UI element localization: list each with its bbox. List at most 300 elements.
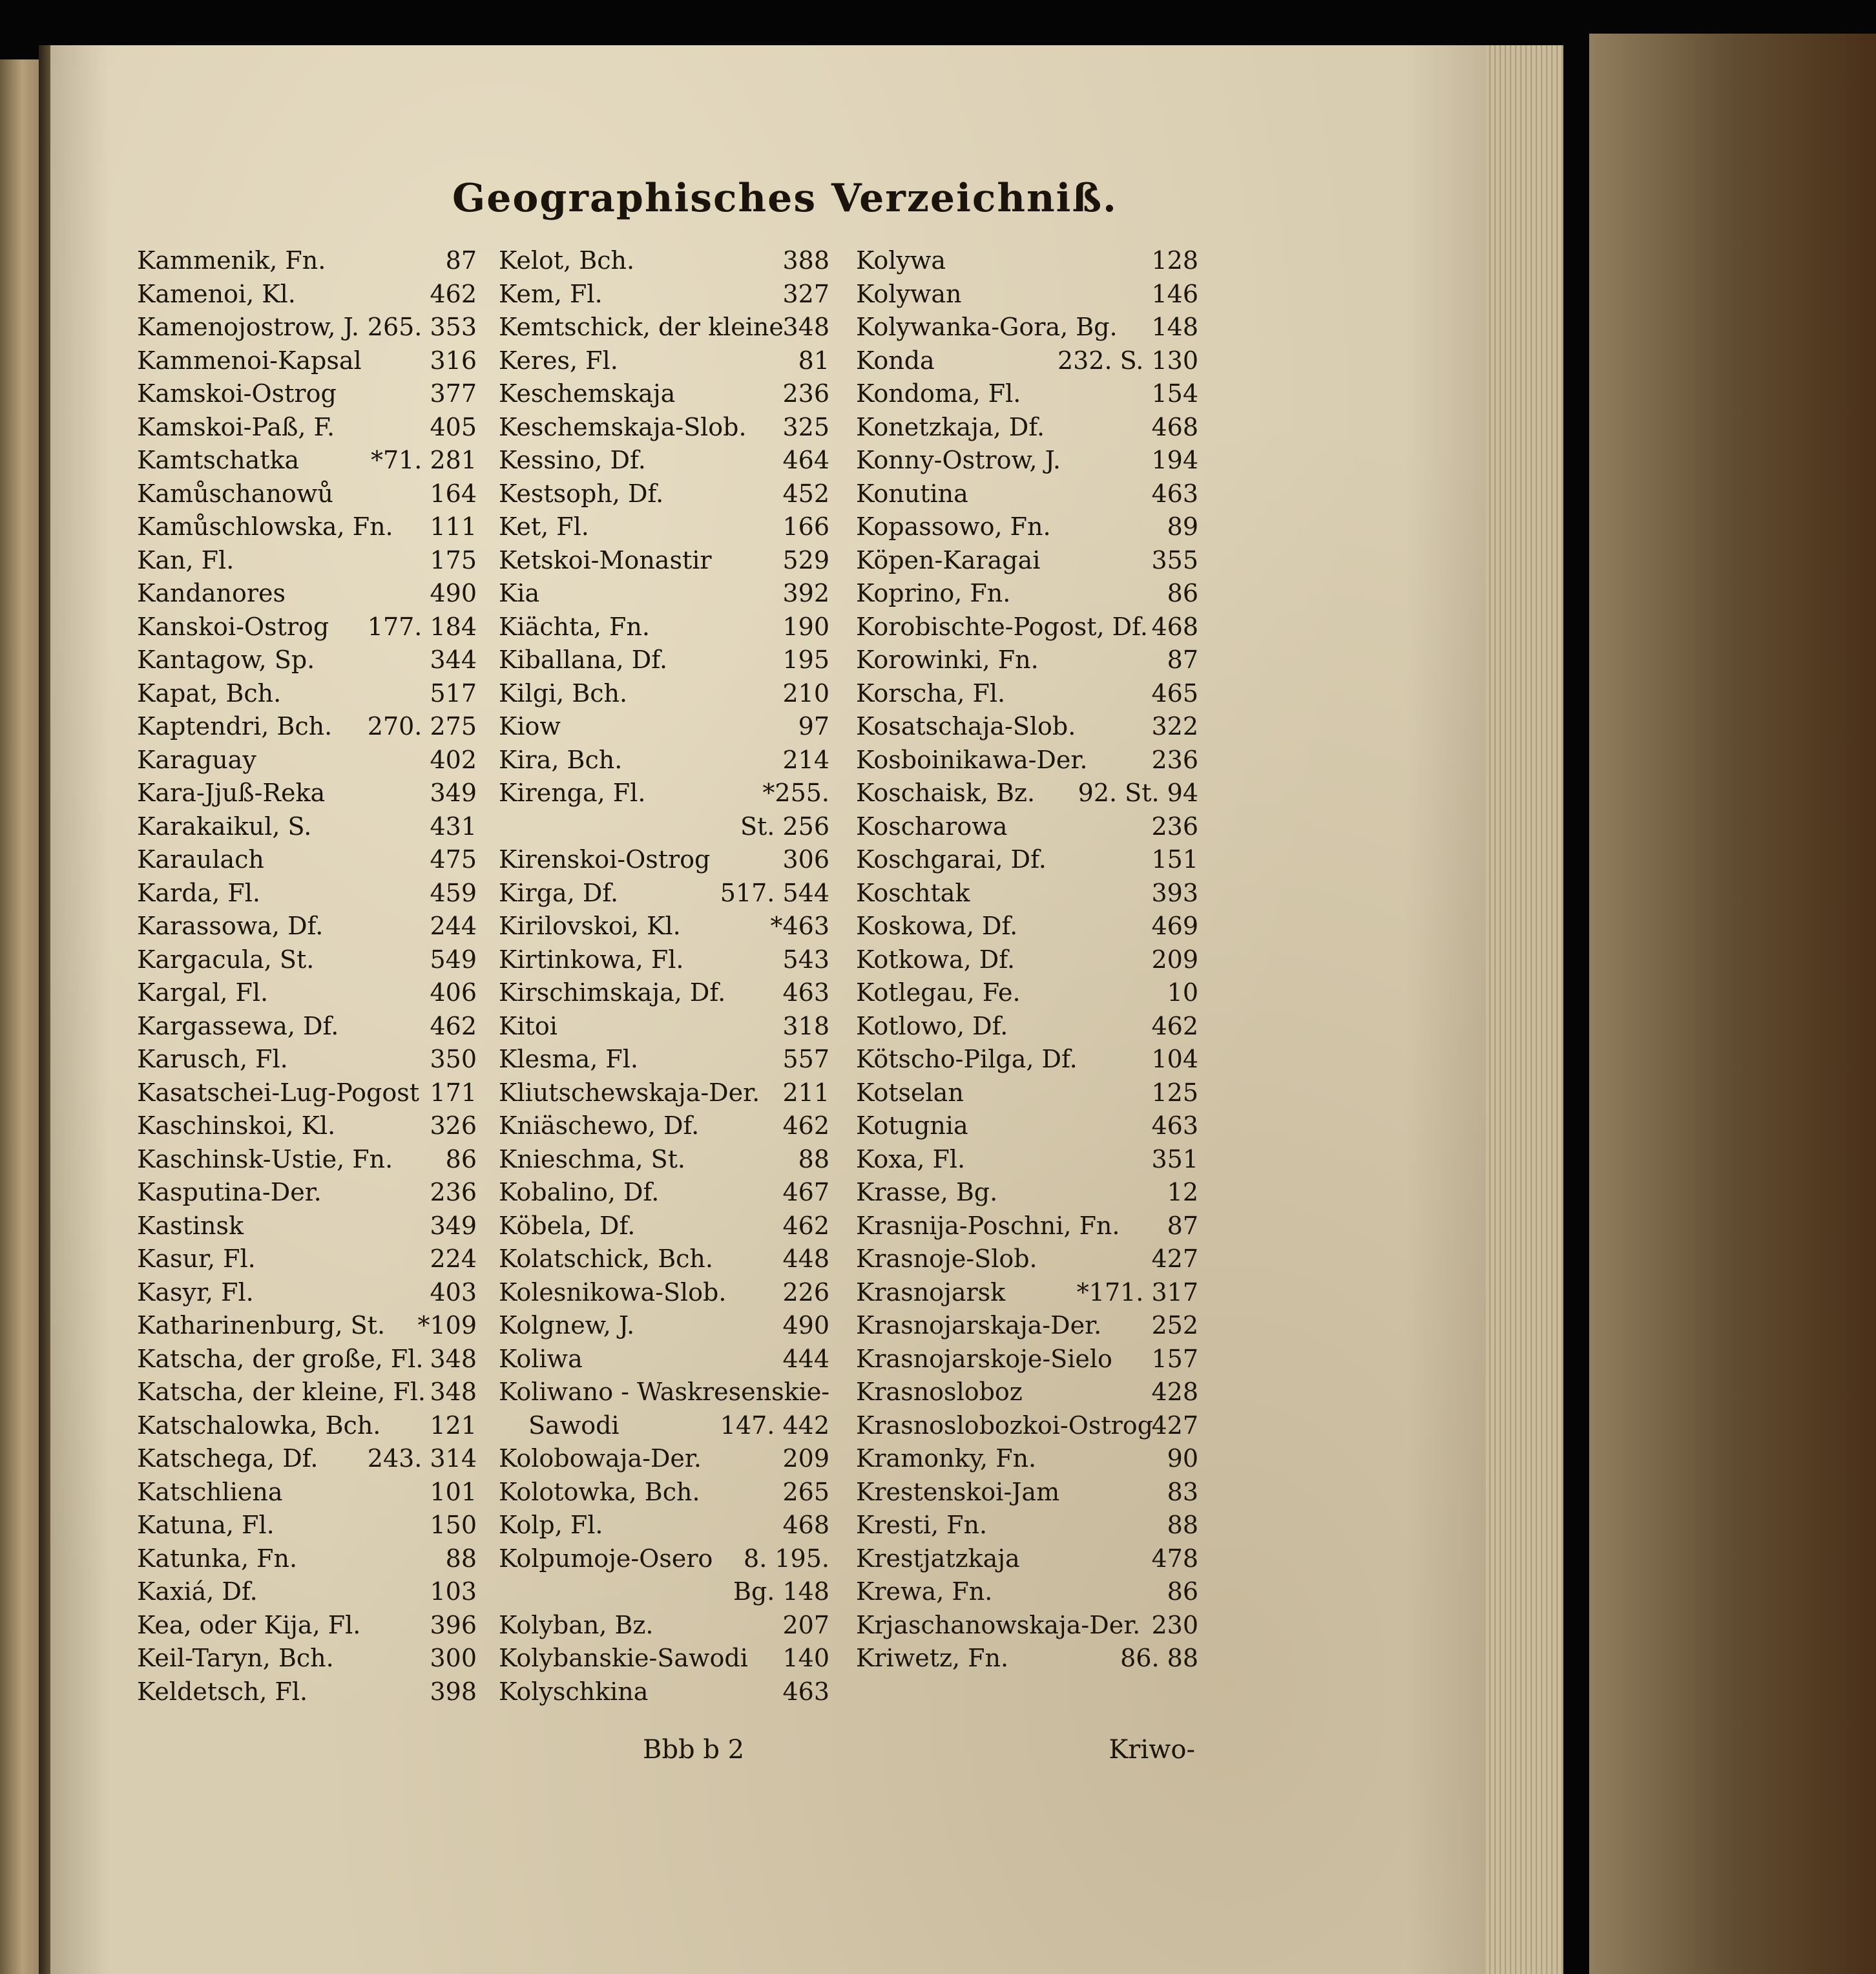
index-entry <box>856 377 1198 411</box>
index-entry <box>137 1343 477 1376</box>
entry-page-number: 398 <box>430 1677 477 1706</box>
entry-place-name: Kan, Fl. <box>137 545 234 574</box>
entry-place-name: Kaschinsk-Ustie, Fn. <box>137 1144 393 1173</box>
entry-page-number: 326 <box>430 1111 477 1140</box>
entry-page-number: 464 <box>782 446 829 474</box>
index-entry <box>856 1376 1198 1409</box>
index-entry <box>499 1309 829 1343</box>
index-entry <box>499 577 829 611</box>
index-entry <box>856 1642 1198 1675</box>
entry-page-number: 351 <box>1151 1144 1198 1173</box>
index-entry <box>499 1176 829 1210</box>
entry-page-number: 469 <box>1151 912 1198 940</box>
index-entry <box>499 744 829 777</box>
index-entry <box>856 1575 1198 1609</box>
entry-place-name: Kargassewa, Df. <box>137 1011 339 1040</box>
entry-place-name: Kiächta, Fn. <box>499 612 650 641</box>
entry-page-number: 164 <box>430 479 477 508</box>
index-entry <box>499 1076 829 1110</box>
index-entry <box>856 744 1198 777</box>
index-entry <box>856 777 1198 810</box>
entry-place-name: Kira, Bch. <box>499 745 623 774</box>
entry-page-number: 462 <box>430 279 477 308</box>
entry-page-number: 243. 314 <box>367 1444 477 1473</box>
entry-place-name: Katuna, Fl. <box>137 1511 275 1539</box>
index-entry <box>856 710 1198 744</box>
entry-page-number: 448 <box>782 1244 829 1273</box>
entry-page-number: 207 <box>782 1610 829 1639</box>
index-entry <box>499 1143 829 1177</box>
entry-place-name: Kitoi <box>499 1011 558 1040</box>
entry-page-number: 177. 184 <box>367 612 477 641</box>
index-entry <box>499 1575 829 1609</box>
entry-page-number: 157 <box>1151 1344 1198 1373</box>
entry-page-number: 210 <box>782 678 829 708</box>
entry-place-name: Kramonky, Fn. <box>856 1444 1037 1473</box>
index-entry <box>137 943 477 977</box>
index-entry <box>856 444 1198 478</box>
entry-place-name: Kantagow, Sp. <box>137 646 315 674</box>
index-entry <box>856 943 1198 977</box>
entry-page-number: 462 <box>782 1111 829 1140</box>
index-entry <box>137 444 477 478</box>
entry-place-name: Kamůschlowska, Fn. <box>137 512 393 541</box>
index-column-2 <box>499 244 829 1730</box>
index-entry <box>499 1010 829 1044</box>
entry-page-number: 244 <box>430 912 477 940</box>
index-entry <box>499 411 829 445</box>
entry-page-number: 92. St. 94 <box>1078 779 1198 807</box>
index-entry <box>856 1043 1198 1076</box>
entry-page-number: 517 <box>430 678 477 708</box>
entry-page-number: 190 <box>782 612 829 641</box>
entry-page-number: 478 <box>1151 1544 1198 1573</box>
entry-page-number: 226 <box>782 1277 829 1307</box>
index-entry <box>137 611 477 644</box>
entry-place-name: Krasnija-Poschni, Fn. <box>856 1211 1120 1240</box>
index-entry <box>499 1542 829 1576</box>
entry-page-number: 211 <box>782 1078 829 1107</box>
entry-page-number: 300 <box>430 1644 477 1672</box>
index-entry <box>499 910 829 943</box>
index-entry <box>499 1642 829 1675</box>
entry-page-number: St. 256 <box>740 812 829 841</box>
index-entry <box>856 843 1198 877</box>
entry-page-number: 428 <box>1151 1378 1198 1406</box>
index-entry <box>137 1309 477 1343</box>
entry-page-number: 86 <box>1167 579 1198 607</box>
index-entry <box>137 1509 477 1542</box>
entry-place-name: Krestjatzkaja <box>856 1544 1020 1573</box>
entry-page-number: 236 <box>782 379 829 408</box>
entry-place-name: Kirilovskoi, Kl. <box>499 912 681 940</box>
index-entry <box>856 1243 1198 1276</box>
entry-place-name: Knieschma, St. <box>499 1144 685 1173</box>
index-entry <box>499 1243 829 1276</box>
index-entry <box>499 677 829 711</box>
index-entry <box>137 710 477 744</box>
entry-place-name: Kolotowka, Bch. <box>499 1477 700 1506</box>
entry-page-number: 101 <box>430 1477 477 1506</box>
entry-page-number: 557 <box>782 1045 829 1073</box>
entry-place-name: Kotselan <box>856 1078 964 1107</box>
entry-page-number: 462 <box>430 1011 477 1040</box>
entry-place-name: Krasse, Bg. <box>856 1178 998 1206</box>
entry-place-name: Kirschimskaja, Df. <box>499 978 726 1007</box>
index-entry <box>856 910 1198 943</box>
index-entry <box>856 1176 1198 1210</box>
entry-place-name: Kamtschatka <box>137 446 300 474</box>
entry-place-name: Kapat, Bch. <box>137 678 282 708</box>
entry-page-number: 348 <box>430 1344 477 1373</box>
entry-place-name: Kasatschei-Lug-Pogost <box>137 1078 419 1107</box>
entry-place-name: Kargal, Fl. <box>137 978 269 1007</box>
entry-place-name: Kopassowo, Fn. <box>856 512 1051 541</box>
index-entry <box>856 278 1198 311</box>
entry-page-number: 393 <box>1151 878 1198 907</box>
index-entry <box>856 577 1198 611</box>
entry-place-name: Konda <box>856 346 935 375</box>
entry-place-name: Kea, oder Kija, Fl. <box>137 1610 361 1639</box>
index-entry <box>137 877 477 910</box>
index-entry <box>499 1210 829 1243</box>
index-entry <box>856 1509 1198 1542</box>
entry-page-number: 194 <box>1151 446 1198 474</box>
entry-place-name: Katschliena <box>137 1477 283 1506</box>
entry-page-number: 462 <box>1151 1011 1198 1040</box>
entry-page-number: 236 <box>1151 745 1198 774</box>
entry-page-number: 214 <box>782 745 829 774</box>
entry-page-number: 388 <box>782 246 829 275</box>
entry-page-number: 405 <box>430 412 477 441</box>
entry-place-name: Konny-Ostrow, J. <box>856 446 1061 474</box>
entry-place-name: Krasnosloboz <box>856 1378 1023 1406</box>
entry-place-name: Katscha, der große, Fl. <box>137 1344 424 1373</box>
entry-page-number: 322 <box>1151 712 1198 740</box>
entry-page-number: 230 <box>1151 1610 1198 1639</box>
entry-place-name: Kolgnew, J. <box>499 1311 635 1339</box>
index-entry <box>137 677 477 711</box>
entry-place-name: Klesma, Fl. <box>499 1045 638 1073</box>
entry-page-number: *71. 281 <box>370 446 477 474</box>
entry-page-number: 459 <box>430 878 477 907</box>
entry-place-name: Konetzkaja, Df. <box>856 412 1045 441</box>
entry-page-number: 463 <box>1151 479 1198 508</box>
entry-place-name: Kolyschkina <box>499 1677 649 1706</box>
index-entry <box>137 1409 477 1443</box>
entry-place-name: Ketskoi-Monastir <box>499 545 712 574</box>
index-entry <box>499 344 829 378</box>
index-entry <box>137 478 477 511</box>
entry-place-name: Kasputina-Der. <box>137 1178 322 1206</box>
index-entry <box>856 677 1198 711</box>
entry-place-name: Kia <box>499 579 540 607</box>
entry-page-number: 402 <box>430 745 477 774</box>
index-entry <box>856 1476 1198 1509</box>
entry-page-number: 490 <box>782 1311 829 1339</box>
entry-page-number: *255. <box>762 779 829 807</box>
index-entry <box>137 843 477 877</box>
entry-page-number: 103 <box>430 1577 477 1606</box>
entry-place-name: Kestsoph, Df. <box>499 479 664 508</box>
entry-place-name: Koliwano - Waskresenskie- <box>499 1378 830 1406</box>
entry-place-name: Kolesnikowa-Slob. <box>499 1277 727 1307</box>
entry-page-number: 427 <box>1151 1411 1198 1440</box>
index-entry <box>499 444 829 478</box>
index-entry <box>499 278 829 311</box>
printer-signature: Bbb b 2 <box>643 1735 745 1765</box>
index-entry <box>856 976 1198 1010</box>
entry-place-name: Keil-Taryn, Bch. <box>137 1644 334 1672</box>
index-entry <box>137 1642 477 1675</box>
entry-place-name: Kammenik, Fn. <box>137 246 326 275</box>
entry-place-name: Kirenskoi-Ostrog <box>499 845 711 874</box>
index-entry <box>856 1442 1198 1476</box>
index-entry <box>856 1309 1198 1343</box>
entry-page-number: 517. 544 <box>720 878 829 907</box>
entry-page-number: 171 <box>430 1078 477 1107</box>
index-entry <box>499 244 829 278</box>
index-entry <box>499 1409 829 1443</box>
entry-place-name: Krasnojarsk <box>856 1277 1006 1307</box>
index-entry <box>499 943 829 977</box>
index-entry <box>499 644 829 677</box>
entry-place-name: Krasnoje-Slob. <box>856 1244 1037 1273</box>
entry-page-number: 128 <box>1151 246 1198 275</box>
index-entry <box>137 1243 477 1276</box>
entry-place-name: Kolp, Fl. <box>499 1511 603 1539</box>
index-entry <box>499 710 829 744</box>
entry-place-name: Katunka, Fn. <box>137 1544 298 1573</box>
page-edges <box>1486 45 1563 1974</box>
entry-place-name: Kotlegau, Fe. <box>856 978 1021 1007</box>
index-entry <box>137 544 477 578</box>
index-entry <box>856 544 1198 578</box>
entry-page-number: 465 <box>1151 678 1198 708</box>
index-entry <box>499 311 829 344</box>
entry-page-number: 549 <box>430 945 477 974</box>
entry-page-number: 83 <box>1167 1477 1198 1506</box>
index-entry <box>137 1542 477 1576</box>
entry-place-name: Kessino, Df. <box>499 446 646 474</box>
entry-page-number: 349 <box>430 779 477 807</box>
entry-place-name: Kamenoi, Kl. <box>137 279 296 308</box>
entry-page-number: 468 <box>782 1511 829 1539</box>
entry-page-number: 325 <box>782 412 829 441</box>
entry-page-number: 543 <box>782 945 829 974</box>
entry-place-name: Koxa, Fl. <box>856 1144 966 1173</box>
entry-place-name: Katschega, Df. <box>137 1444 318 1473</box>
entry-place-name: Koschtak <box>856 878 970 907</box>
index-entry <box>137 1109 477 1143</box>
entry-page-number: 140 <box>782 1644 829 1672</box>
entry-page-number: 265 <box>782 1477 829 1506</box>
index-entry <box>856 1276 1198 1310</box>
entry-place-name: Kemtschick, der kleine <box>499 313 784 341</box>
index-entry <box>499 1442 829 1476</box>
entry-place-name: Kötscho-Pilga, Df. <box>856 1045 1078 1073</box>
index-entry <box>137 577 477 611</box>
entry-page-number: 175 <box>430 545 477 574</box>
index-entry <box>137 1210 477 1243</box>
index-entry <box>856 644 1198 677</box>
entry-page-number: 87 <box>1167 646 1198 674</box>
entry-place-name: Keldetsch, Fl. <box>137 1677 308 1706</box>
entry-page-number: 467 <box>782 1178 829 1206</box>
index-entry <box>137 810 477 844</box>
entry-place-name: Kirenga, Fl. <box>499 779 646 807</box>
index-entry <box>856 1343 1198 1376</box>
entry-page-number: 8. 195. <box>744 1544 829 1573</box>
entry-page-number: 468 <box>1151 412 1198 441</box>
entry-page-number: 396 <box>430 1610 477 1639</box>
entry-place-name: Kirtinkowa, Fl. <box>499 945 684 974</box>
index-entry <box>856 1076 1198 1110</box>
index-entry <box>499 1675 829 1709</box>
index-entry <box>137 377 477 411</box>
entry-page-number: 86. 88 <box>1120 1644 1198 1672</box>
index-entry <box>499 544 829 578</box>
entry-page-number: 403 <box>430 1277 477 1307</box>
index-entry <box>137 777 477 810</box>
index-entry <box>137 1276 477 1310</box>
entry-place-name: Koprino, Fn. <box>856 579 1011 607</box>
entry-place-name: Kirga, Df. <box>499 878 619 907</box>
entry-place-name: Kara-Jjuß-Reka <box>137 779 326 807</box>
entry-place-name: Karakaikul, S. <box>137 812 312 841</box>
index-entry <box>856 1542 1198 1576</box>
entry-page-number: 452 <box>782 479 829 508</box>
index-entry <box>137 1176 477 1210</box>
entry-page-number: 463 <box>782 1677 829 1706</box>
index-entry <box>137 976 477 1010</box>
index-entry <box>856 1143 1198 1177</box>
index-entry <box>499 976 829 1010</box>
entry-page-number: 232. S. 130 <box>1057 346 1198 375</box>
entry-place-name: Kasyr, Fl. <box>137 1277 254 1307</box>
entry-place-name: Krestenskoi-Jam <box>856 1477 1060 1506</box>
index-entry <box>499 1109 829 1143</box>
entry-page-number: Bg. 148 <box>733 1577 829 1606</box>
entry-page-number: 444 <box>782 1344 829 1373</box>
entry-place-name: Kilgi, Bch. <box>499 678 628 708</box>
index-entry <box>137 1675 477 1709</box>
entry-page-number: 88 <box>445 1544 477 1573</box>
entry-page-number: 224 <box>430 1244 477 1273</box>
entry-place-name: Kolyban, Bz. <box>499 1610 654 1639</box>
entry-place-name: Keres, Fl. <box>499 346 618 375</box>
entry-place-name: Kriwetz, Fn. <box>856 1644 1009 1672</box>
index-entry <box>499 1609 829 1643</box>
index-entry <box>856 244 1198 278</box>
index-entry <box>137 1442 477 1476</box>
entry-place-name: Katscha, der kleine, Fl. <box>137 1378 426 1406</box>
entry-place-name: Keschemskaja <box>499 379 676 408</box>
entry-page-number: 89 <box>1167 512 1198 541</box>
entry-place-name: Kobalino, Df. <box>499 1178 660 1206</box>
entry-place-name: Kolatschick, Bch. <box>499 1244 713 1273</box>
entry-place-name: Krasnoslobozkoi-Ostrog <box>856 1411 1154 1440</box>
index-entry <box>499 877 829 910</box>
entry-page-number: 431 <box>430 812 477 841</box>
entry-place-name: Kargacula, St. <box>137 945 315 974</box>
entry-place-name: Kiballana, Df. <box>499 646 668 674</box>
index-entry <box>856 1109 1198 1143</box>
entry-place-name: Ket, Fl. <box>499 512 589 541</box>
entry-page-number: 318 <box>782 1011 829 1040</box>
entry-page-number: 166 <box>782 512 829 541</box>
entry-page-number: 87 <box>445 246 477 275</box>
entry-place-name: Karaulach <box>137 845 264 874</box>
entry-page-number: 468 <box>1151 612 1198 641</box>
entry-place-name: Korobischte-Pogost, Df. <box>856 612 1148 641</box>
entry-page-number: 265. 353 <box>367 313 477 341</box>
index-entry <box>137 278 477 311</box>
entry-page-number: 427 <box>1151 1244 1198 1273</box>
entry-place-name: Kastinsk <box>137 1211 244 1240</box>
index-entry <box>856 1210 1198 1243</box>
entry-place-name: Kaxiá, Df. <box>137 1577 258 1606</box>
entry-page-number: 327 <box>782 279 829 308</box>
index-entry <box>499 1376 829 1409</box>
entry-place-name: Sawodi <box>528 1411 620 1440</box>
index-entry <box>499 843 829 877</box>
entry-page-number: 392 <box>782 579 829 607</box>
index-entry <box>137 510 477 544</box>
index-entry <box>856 344 1198 378</box>
entry-page-number: 462 <box>782 1211 829 1240</box>
index-entry <box>499 1043 829 1076</box>
entry-place-name: Köbela, Df. <box>499 1211 636 1240</box>
entry-place-name: Kamenojostrow, J. <box>137 313 359 341</box>
entry-place-name: Karaguay <box>137 745 256 774</box>
index-entry <box>856 311 1198 344</box>
entry-place-name: Kotkowa, Df. <box>856 945 1016 974</box>
index-entry <box>137 1575 477 1609</box>
entry-place-name: Kanskoi-Ostrog <box>137 612 329 641</box>
index-entry <box>499 777 829 810</box>
entry-page-number: 406 <box>430 978 477 1007</box>
entry-place-name: Kolobowaja-Der. <box>499 1444 702 1473</box>
entry-place-name: Koschaisk, Bz. <box>856 779 1036 807</box>
entry-page-number: *463 <box>770 912 829 940</box>
entry-page-number: 104 <box>1151 1045 1198 1073</box>
entry-place-name: Kamskoi-Paß, F. <box>137 412 335 441</box>
index-entry <box>856 810 1198 844</box>
entry-place-name: Kiow <box>499 712 561 740</box>
entry-page-number: 490 <box>430 579 477 607</box>
entry-page-number: 195 <box>782 646 829 674</box>
entry-place-name: Köpen-Karagai <box>856 545 1041 574</box>
entry-place-name: Kolybanskie-Sawodi <box>499 1644 748 1672</box>
entry-page-number: 463 <box>782 978 829 1007</box>
index-entry <box>137 1476 477 1509</box>
entry-page-number: 236 <box>430 1178 477 1206</box>
index-entry <box>499 510 829 544</box>
index-entry <box>137 744 477 777</box>
entry-place-name: Kolywa <box>856 246 946 275</box>
catchword: Kriwo- <box>1109 1735 1195 1765</box>
index-entry <box>856 1609 1198 1643</box>
index-entry <box>137 910 477 943</box>
entry-place-name: Kem, Fl. <box>499 279 603 308</box>
entry-page-number: 88 <box>798 1144 829 1173</box>
index-entry <box>499 1476 829 1509</box>
entry-place-name: Konutina <box>856 479 968 508</box>
index-entry <box>137 411 477 445</box>
index-entry <box>499 1509 829 1542</box>
entry-page-number: 350 <box>430 1045 477 1073</box>
